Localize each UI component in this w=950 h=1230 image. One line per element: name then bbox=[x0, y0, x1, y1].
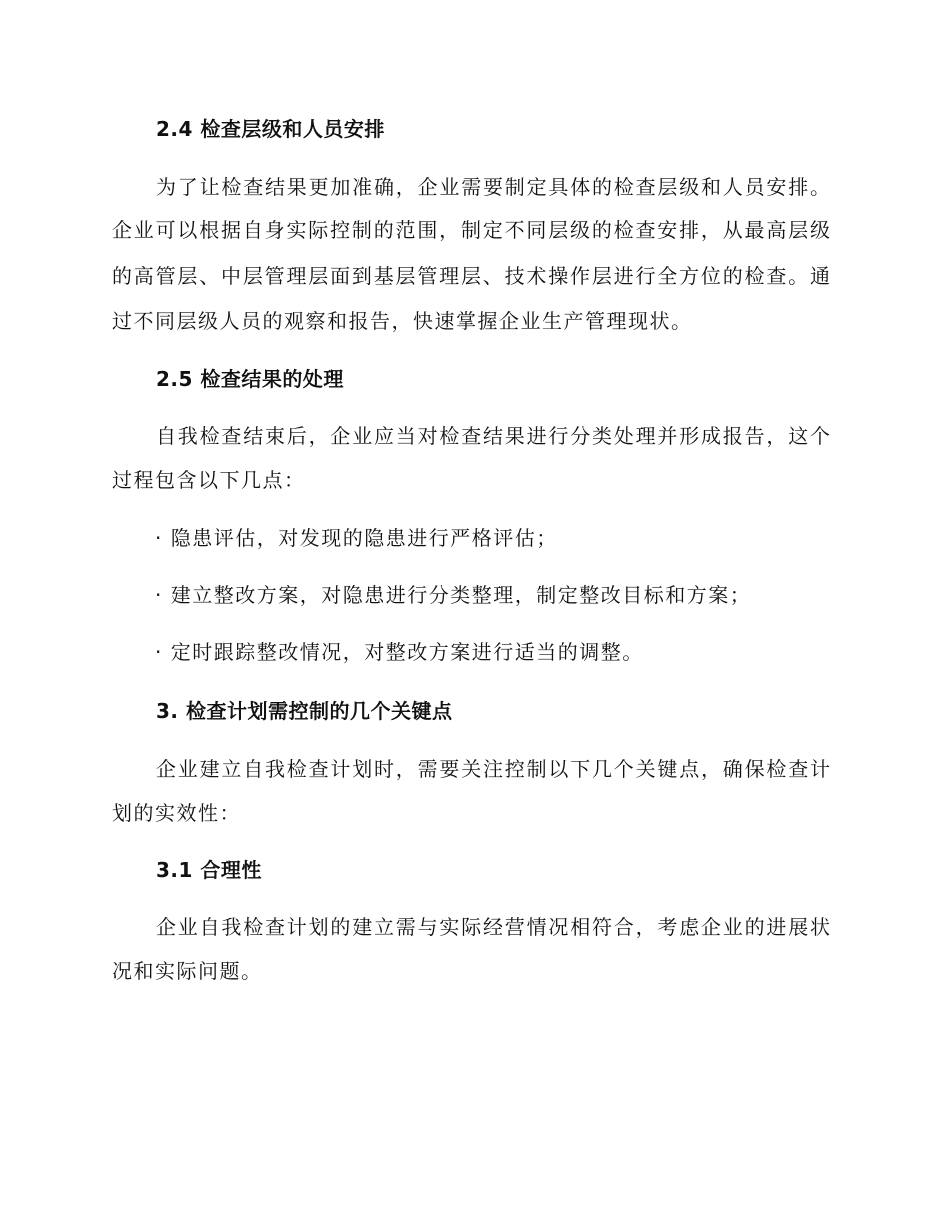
paragraph-line: 企业建立自我检查计划时，需要关注控制以下几个关键点，确保检查计 bbox=[156, 757, 830, 781]
section-heading: 3.1 合理性 bbox=[156, 858, 262, 882]
bullet-item: · 建立整改方案，对隐患进行分类整理，制定整改目标和方案； bbox=[155, 583, 752, 607]
paragraph-line: 企业可以根据自身实际控制的范围，制定不同层级的检查安排，从最高层级 bbox=[112, 218, 830, 242]
section-heading: 2.4 检查层级和人员安排 bbox=[156, 117, 385, 141]
bullet-item: · 定时跟踪整改情况，对整改方案进行适当的调整。 bbox=[155, 640, 644, 664]
paragraph-line: 企业自我检查计划的建立需与实际经营情况相符合，考虑企业的进展状 bbox=[156, 915, 830, 939]
bullet-item: · 隐患评估，对发现的隐患进行严格评估； bbox=[155, 526, 558, 550]
paragraph-line: 划的实效性： bbox=[112, 801, 241, 825]
paragraph-line: 过程包含以下几点： bbox=[112, 468, 306, 492]
paragraph-line: 过不同层级人员的观察和报告，快速掌握企业生产管理现状。 bbox=[112, 309, 693, 333]
paragraph-line: 为了让检查结果更加准确，企业需要制定具体的检查层级和人员安排。 bbox=[156, 175, 830, 199]
section-heading: 3. 检查计划需控制的几个关键点 bbox=[156, 699, 453, 723]
section-heading: 2.5 检查结果的处理 bbox=[156, 367, 344, 391]
paragraph-line: 自我检查结束后，企业应当对检查结果进行分类处理并形成报告，这个 bbox=[156, 424, 830, 448]
paragraph-line: 的高管层、中层管理层面到基层管理层、技术操作层进行全方位的检查。通 bbox=[112, 264, 830, 288]
paragraph-line: 况和实际问题。 bbox=[112, 959, 263, 983]
